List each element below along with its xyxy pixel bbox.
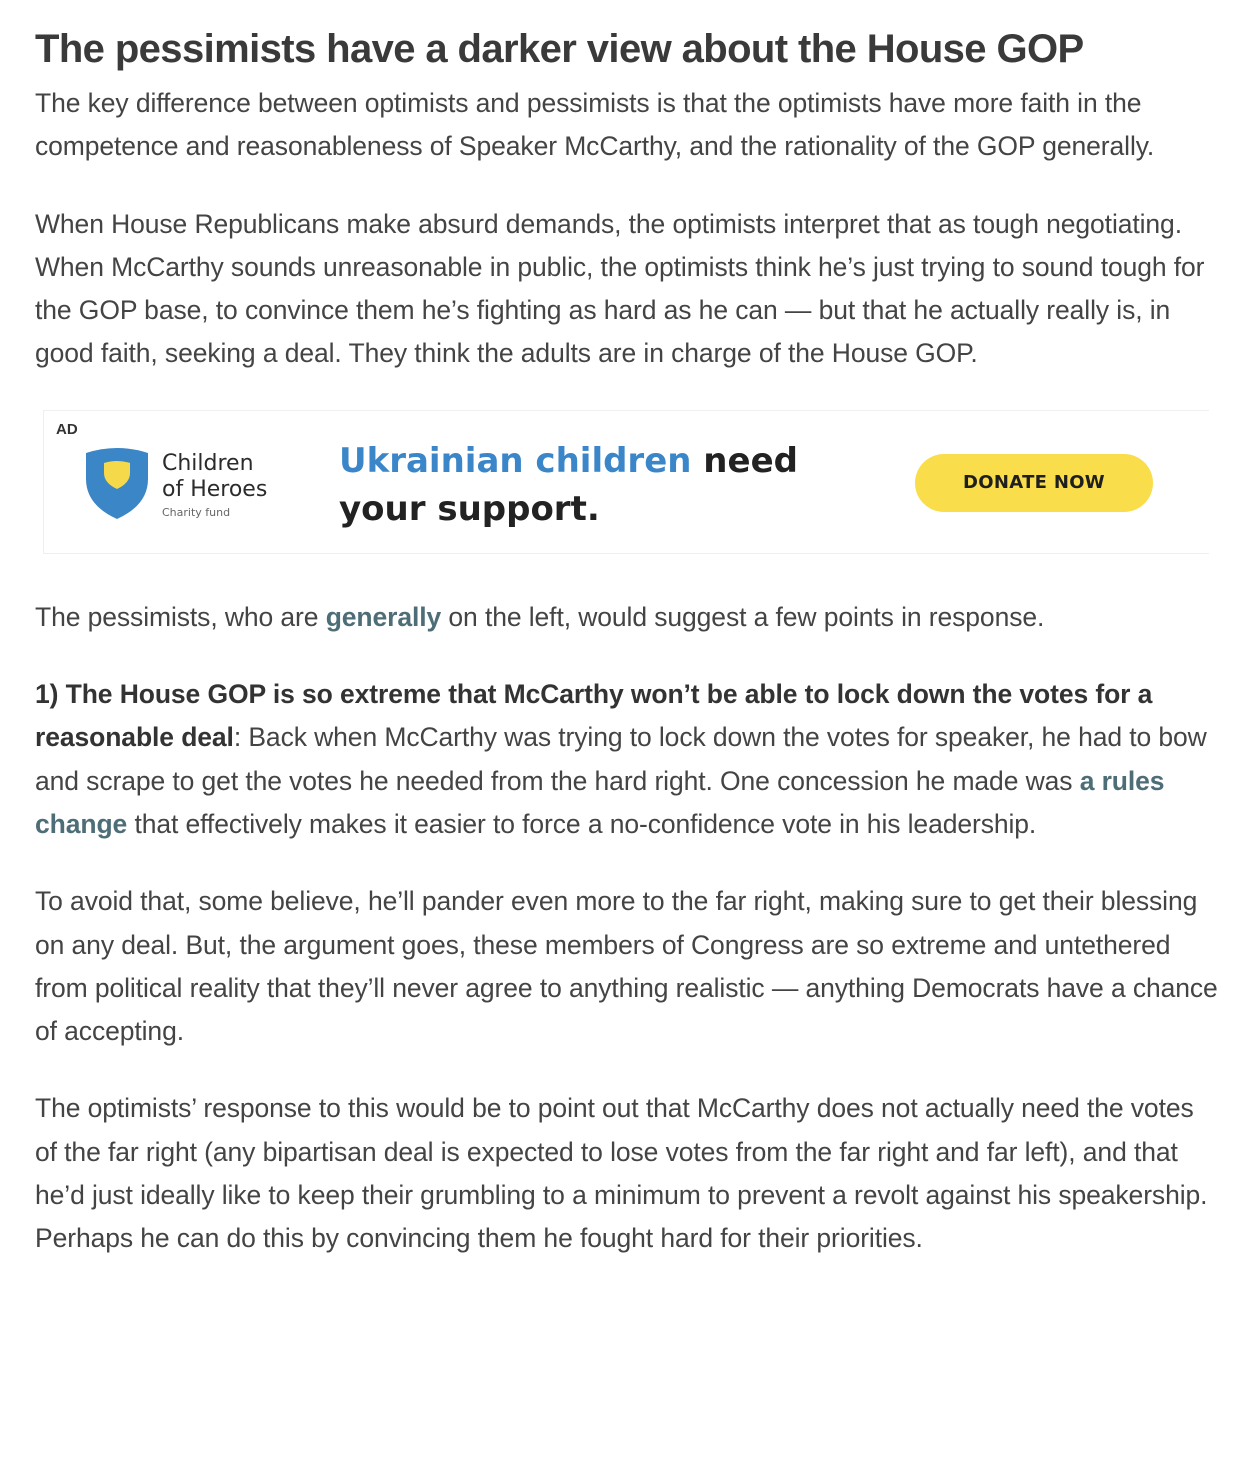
donate-now-button[interactable]: DONATE NOW: [915, 454, 1153, 512]
rules-change-link[interactable]: a rules change: [35, 765, 1165, 839]
generally-link[interactable]: generally: [325, 601, 442, 632]
paragraph-5: To avoid that, some believe, he’ll pander even more to the far right, making sure to get their blessing on any deal. But, the argument goes, these members of Congress are so extreme and untethered from political reality that they’ll never agree to anything realistic — anything Democrats have a chance of accepting.: [35, 886, 1218, 1047]
paragraph-3: [35, 596, 1220, 639]
brand-subtitle: Charity fund: [162, 505, 231, 519]
paragraph-4: [35, 673, 1220, 846]
ad-headline-line2: your support.: [339, 488, 600, 529]
ad-headline: [339, 437, 798, 533]
article: [35, 24, 1220, 1295]
brand-line-2: of Heroes: [162, 476, 268, 502]
brand-line-1: Children: [162, 450, 254, 476]
charity-brand: [162, 451, 267, 519]
paragraph-1: The key difference between optimists and pessimists is that the optimists have more faith in the competence and reasonableness of Speaker McCarthy, and the rationality of the GOP generally.: [35, 88, 1155, 162]
section-heading: The pessimists have a darker view about the House GOP: [35, 27, 1084, 71]
ad-headline-accent: Ukrainian children: [339, 440, 692, 481]
shield-icon: [82, 445, 152, 521]
ad-label: AD: [56, 420, 78, 438]
point-1-bold: 1) The House GOP is so extreme that McCarthy won’t be able to lock down the votes for a reasonable deal: [35, 679, 1153, 753]
charity-logo: [82, 445, 292, 521]
ad-headline-rest: need: [691, 440, 798, 481]
ad-banner[interactable]: [43, 410, 1209, 554]
p3-text-after: on the left, would suggest a few points in response.: [441, 601, 1045, 632]
p3-text-before: The pessimists, who are: [35, 601, 326, 632]
paragraph-6: The optimists’ response to this would be to point out that McCarthy does not actually need the votes of the far right (any bipartisan deal is expected to lose votes from the far right and far left), and that he’d just ideally like to keep their grumbling to a minimum to prevent a revolt against his speakership. Perhaps he can do this by convincing them he fought hard for their priorities.: [35, 1093, 1208, 1254]
p4-text-mid: : Back when McCarthy was trying to lock down the votes for speaker, he had to bow and scrape to get the votes he needed from the hard right. One concession he made was: [35, 722, 1207, 796]
paragraph-2: When House Republicans make absurd demands, the optimists interpret that as tough negotiating. When McCarthy sounds unreasonable in public, the optimists think he’s just trying to sound tough for the GOP base, to convince them he’s fighting as hard as he can — but that he actually really is, in good faith, seeking a deal. They think the adults are in charge of the House GOP.: [35, 208, 1205, 369]
p4-text-after: that effectively makes it easier to force a no-confidence vote in his leadership.: [127, 808, 1037, 839]
